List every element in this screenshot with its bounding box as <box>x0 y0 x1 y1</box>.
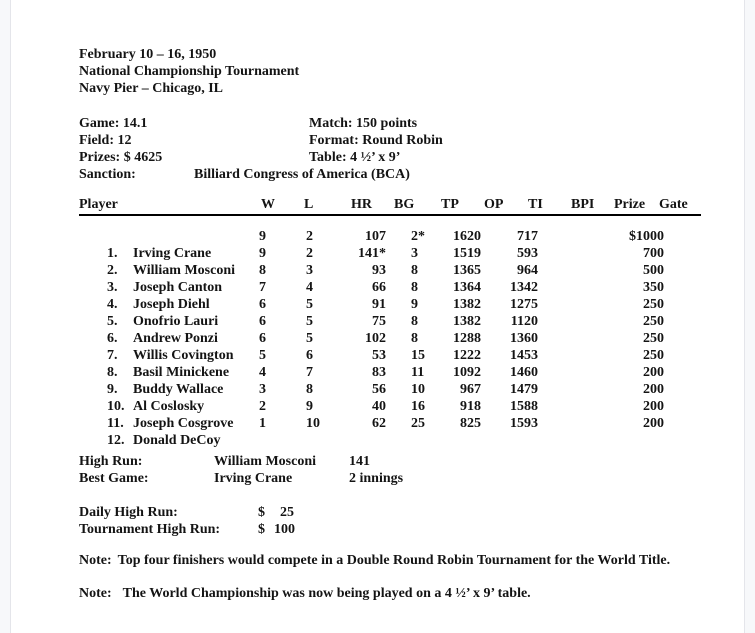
cell-best-game: 11 <box>411 365 425 380</box>
info-row <box>79 132 443 149</box>
column-header-prize: Prize <box>614 197 646 212</box>
cell-total-points: 1222 <box>453 348 481 363</box>
currency-symbol: $ <box>258 505 265 520</box>
player-rank: 4. <box>107 297 118 312</box>
cell-losses: 8 <box>306 382 313 397</box>
sanction-value: Billiard Congress of America (BCA) <box>194 167 410 182</box>
cell-opponent-points: 964 <box>517 263 538 278</box>
cell-losses: 5 <box>306 314 313 329</box>
event-location: Navy Pier – Chicago, IL <box>79 81 224 96</box>
best-game-name: Irving Crane <box>214 471 293 486</box>
cell-prize: 500 <box>643 263 664 278</box>
cell-losses: 6 <box>306 348 313 363</box>
player-name: Donald DeCoy <box>133 433 221 448</box>
note-text: Top four finishers would compete in a Double Round Robin Tournament for the World Title. <box>117 553 671 568</box>
player-name: William Mosconi <box>133 263 236 278</box>
column-header-op: OP <box>484 197 504 212</box>
column-header-bpi: BPI <box>571 197 595 212</box>
tournament-high-run-label: Tournament High Run: <box>79 522 221 537</box>
cell-high-run: 53 <box>372 348 386 363</box>
cell-ti <box>540 415 571 466</box>
cell-losses: 4 <box>306 280 313 295</box>
results-table-body <box>79 228 701 448</box>
cell-wins: 9 <box>259 246 266 261</box>
cell-prize: 250 <box>643 297 664 312</box>
note-text: The World Championship was now being played on a 4 ½’ x 9’ table. <box>122 586 531 601</box>
info-row <box>79 115 443 132</box>
cell-prize: $1000 <box>629 229 664 244</box>
document-page <box>10 0 745 633</box>
cell-opponent-points: 1453 <box>510 348 538 363</box>
cell-wins: 7 <box>259 280 266 295</box>
cell-losses: 2 <box>306 246 313 261</box>
player-rank: 11. <box>107 416 124 431</box>
cell-prize: 200 <box>643 365 664 380</box>
event-header <box>79 46 299 97</box>
player-name: Irving Crane <box>133 246 212 261</box>
cell-high-run: 62 <box>372 416 386 431</box>
cell-prize: 700 <box>643 246 664 261</box>
cell-total-points: 1288 <box>453 331 481 346</box>
cell-wins: 9 <box>259 229 266 244</box>
cell-high-run: 66 <box>372 280 386 295</box>
cell-high-run: 102 <box>365 331 386 346</box>
player-rank: 12. <box>107 433 125 448</box>
column-header-bg: BG <box>394 197 415 212</box>
player-rank: 7. <box>107 348 118 363</box>
cell-losses: 10 <box>306 416 320 431</box>
note-world-title <box>79 552 670 569</box>
cell-best-game: 10 <box>411 382 425 397</box>
player-name: Al Coslosky <box>133 399 205 414</box>
cell-opponent-points: 1460 <box>510 365 538 380</box>
column-header-losses: L <box>304 197 314 212</box>
cell-wins: 4 <box>259 365 266 380</box>
player-rank: 1. <box>107 246 118 261</box>
cell-losses: 5 <box>306 331 313 346</box>
cell-opponent-points: 593 <box>517 246 538 261</box>
high-run-row <box>79 453 403 470</box>
cell-losses: 5 <box>306 297 313 312</box>
cell-best-game: 16 <box>411 399 425 414</box>
column-header-wins: W <box>261 197 275 212</box>
column-header-gate: Gate <box>659 197 688 212</box>
cell-best-game: 2* <box>411 229 425 244</box>
daily-high-run-amount: 25 <box>280 505 294 520</box>
cell-total-points: 967 <box>460 382 481 397</box>
cell-bpi <box>571 415 614 466</box>
note-championship-table <box>79 585 531 602</box>
cell-wins: 6 <box>259 297 266 312</box>
cell-high-run: 91 <box>372 297 386 312</box>
player-rank: 2. <box>107 263 118 278</box>
cell-prize: 200 <box>643 382 664 397</box>
cell-prize: 350 <box>643 280 664 295</box>
cell-wins: 5 <box>259 348 266 363</box>
info-prizes: Prizes: $ 4625 <box>79 150 163 165</box>
cell-total-points: 1364 <box>453 280 481 295</box>
info-game: Game: 14.1 <box>79 116 148 131</box>
cell-prize: 200 <box>643 416 664 431</box>
high-run-value: 141 <box>349 454 370 469</box>
cell-best-game: 8 <box>411 331 418 346</box>
cell-best-game: 9 <box>411 297 418 312</box>
sanction-label: Sanction: <box>79 167 136 182</box>
cell-wins: 8 <box>259 263 266 278</box>
cell-prize: 200 <box>643 399 664 414</box>
event-dates: February 10 – 16, 1950 <box>79 47 217 62</box>
info-match: Match: 150 points <box>309 116 418 131</box>
note-label: Note: <box>79 553 112 568</box>
player-name: Onofrio Lauri <box>133 314 219 329</box>
cell-wins: 6 <box>259 314 266 329</box>
cell-total-points: 1365 <box>453 263 481 278</box>
player-rank: 10. <box>107 399 125 414</box>
payouts-section <box>79 504 294 538</box>
player-rank: 9. <box>107 382 118 397</box>
cell-opponent-points: 1120 <box>510 314 538 329</box>
cell-best-game: 8 <box>411 263 418 278</box>
high-run-label: High Run: <box>79 454 143 469</box>
cell-best-game: 8 <box>411 314 418 329</box>
high-run-name: William Mosconi <box>214 454 317 469</box>
cell-wins: 3 <box>259 382 266 397</box>
awards-section <box>79 453 403 487</box>
cell-opponent-points: 1342 <box>510 280 538 295</box>
cell-high-run: 56 <box>372 382 386 397</box>
cell-prize: 250 <box>643 348 664 363</box>
cell-high-run: 141* <box>358 246 386 261</box>
tournament-high-run-amount: 100 <box>274 522 295 537</box>
daily-high-run-row <box>79 504 294 521</box>
daily-high-run-label: Daily High Run: <box>79 505 178 520</box>
cell-total-points: 1382 <box>453 314 481 329</box>
cell-high-run: 93 <box>372 263 386 278</box>
info-format: Format: Round Robin <box>309 133 443 148</box>
player-name: Andrew Ponzi <box>133 331 218 346</box>
info-table-size: Table: 4 ½’ x 9’ <box>309 150 401 165</box>
cell-high-run: 75 <box>372 314 386 329</box>
cell-wins: 6 <box>259 331 266 346</box>
results-table-header <box>79 195 701 216</box>
currency-symbol: $ <box>258 522 265 537</box>
cell-wins: 2 <box>259 399 266 414</box>
cell-total-points: 1382 <box>453 297 481 312</box>
cell-wins: 1 <box>259 416 266 431</box>
cell-losses: 3 <box>306 263 313 278</box>
cell-best-game: 3 <box>411 246 418 261</box>
column-header-hr: HR <box>351 197 372 212</box>
best-game-value: 2 innings <box>349 471 404 486</box>
player-rank: 5. <box>107 314 118 329</box>
cell-total-points: 918 <box>460 399 481 414</box>
cell-opponent-points: 717 <box>517 229 538 244</box>
cell-high-run: 40 <box>372 399 386 414</box>
cell-losses: 7 <box>306 365 313 380</box>
cell-best-game: 25 <box>411 416 425 431</box>
player-rank: 3. <box>107 280 118 295</box>
player-name: Joseph Diehl <box>133 297 210 312</box>
cell-total-points: 825 <box>460 416 481 431</box>
cell-losses: 9 <box>306 399 313 414</box>
player-name: Basil Minickene <box>133 365 230 380</box>
cell-prize: 250 <box>643 314 664 329</box>
cell-best-game: 15 <box>411 348 425 363</box>
cell-best-game: 8 <box>411 280 418 295</box>
note-label: Note: <box>79 586 112 601</box>
player-name: Buddy Wallace <box>133 382 224 397</box>
player-rank: 6. <box>107 331 118 346</box>
cell-opponent-points: 1479 <box>510 382 538 397</box>
column-header-tp: TP <box>441 197 459 212</box>
player-name: Joseph Cosgrove <box>133 416 234 431</box>
cell-high-run: 83 <box>372 365 386 380</box>
cell-total-points: 1519 <box>453 246 481 261</box>
player-rank: 8. <box>107 365 118 380</box>
info-field: Field: 12 <box>79 133 132 148</box>
cell-gate <box>666 415 701 466</box>
cell-opponent-points: 1360 <box>510 331 538 346</box>
cell-losses: 2 <box>306 229 313 244</box>
event-title: National Championship Tournament <box>79 64 300 79</box>
cell-prize: 250 <box>643 331 664 346</box>
cell-opponent-points: 1588 <box>510 399 538 414</box>
best-game-label: Best Game: <box>79 471 149 486</box>
player-name: Willis Covington <box>133 348 234 363</box>
player-name: Joseph Canton <box>133 280 223 295</box>
info-row-sanction <box>79 166 443 183</box>
best-game-row <box>79 470 403 487</box>
tournament-high-run-row <box>79 521 294 538</box>
cell-total-points: 1092 <box>453 365 481 380</box>
table-row <box>79 415 701 448</box>
cell-high-run: 107 <box>365 229 386 244</box>
cell-opponent-points: 1275 <box>510 297 538 312</box>
column-header-player: Player <box>79 197 118 212</box>
cell-opponent-points: 1593 <box>510 416 538 431</box>
event-info <box>79 115 443 183</box>
cell-total-points: 1620 <box>453 229 481 244</box>
info-row <box>79 149 443 166</box>
column-header-ti: TI <box>528 197 543 212</box>
